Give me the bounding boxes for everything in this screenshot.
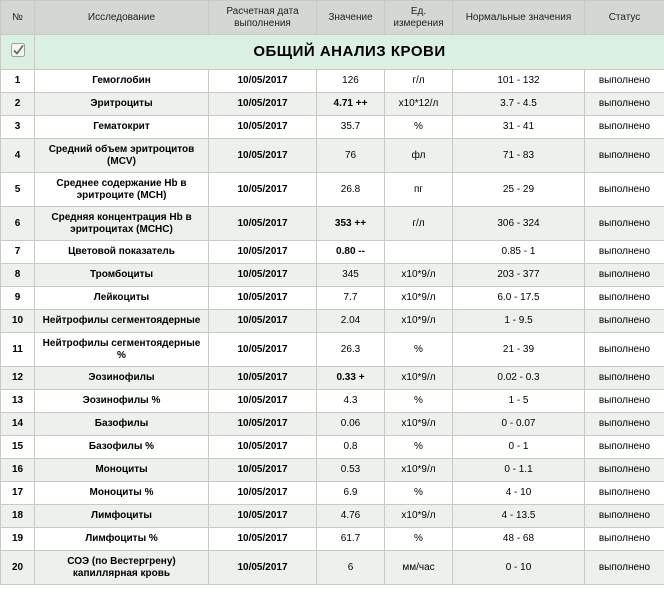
table-row [1, 116, 664, 139]
test-unit: % [385, 390, 453, 413]
test-unit: x10*9/л [385, 459, 453, 482]
test-name: Моноциты % [35, 482, 209, 505]
test-name: Лимфоциты [35, 505, 209, 528]
table-row [1, 505, 664, 528]
test-norm: 48 - 68 [453, 528, 585, 551]
row-number: 3 [1, 116, 35, 139]
test-norm: 0.85 - 1 [453, 241, 585, 264]
test-name: Моноциты [35, 459, 209, 482]
col-header-unit: Ед. измерения [385, 1, 453, 35]
table-row [1, 70, 664, 93]
row-number: 12 [1, 367, 35, 390]
test-name: Эозинофилы [35, 367, 209, 390]
test-name: СОЭ (по Вестергрену) капиллярная кровь [35, 551, 209, 585]
test-unit: x10*9/л [385, 264, 453, 287]
test-status: выполнено [585, 287, 664, 310]
test-norm: 203 - 377 [453, 264, 585, 287]
row-number: 8 [1, 264, 35, 287]
test-unit: x10*9/л [385, 413, 453, 436]
test-unit: % [385, 436, 453, 459]
test-value: 6 [317, 551, 385, 585]
test-value: 6.9 [317, 482, 385, 505]
test-norm: 101 - 132 [453, 70, 585, 93]
test-status: выполнено [585, 139, 664, 173]
test-norm: 21 - 39 [453, 333, 585, 367]
test-status: выполнено [585, 207, 664, 241]
test-norm: 6.0 - 17.5 [453, 287, 585, 310]
col-header-date: Расчетная дата выполнения [209, 1, 317, 35]
test-unit: % [385, 528, 453, 551]
table-row [1, 287, 664, 310]
test-date: 10/05/2017 [209, 264, 317, 287]
table-row [1, 482, 664, 505]
test-norm: 4 - 13.5 [453, 505, 585, 528]
section-row [1, 35, 664, 70]
test-status: выполнено [585, 528, 664, 551]
row-number: 11 [1, 333, 35, 367]
test-name: Базофилы % [35, 436, 209, 459]
test-status: выполнено [585, 390, 664, 413]
section-title: ОБЩИЙ АНАЛИЗ КРОВИ [35, 35, 664, 70]
table-row [1, 459, 664, 482]
test-date: 10/05/2017 [209, 413, 317, 436]
test-unit: x10*9/л [385, 310, 453, 333]
test-value: 2.04 [317, 310, 385, 333]
table-row [1, 264, 664, 287]
test-value: 0.06 [317, 413, 385, 436]
test-norm: 71 - 83 [453, 139, 585, 173]
test-date: 10/05/2017 [209, 528, 317, 551]
test-date: 10/05/2017 [209, 333, 317, 367]
test-date: 10/05/2017 [209, 551, 317, 585]
test-name: Средняя концентрация Hb в эритроцитах (MCHC) [35, 207, 209, 241]
test-date: 10/05/2017 [209, 505, 317, 528]
col-header-norm: Нормальные значения [453, 1, 585, 35]
test-status: выполнено [585, 93, 664, 116]
test-unit: г/л [385, 70, 453, 93]
row-number: 14 [1, 413, 35, 436]
table-row [1, 139, 664, 173]
test-value: 7.7 [317, 287, 385, 310]
test-name: Лимфоциты % [35, 528, 209, 551]
test-date: 10/05/2017 [209, 70, 317, 93]
test-value: 0.8 [317, 436, 385, 459]
test-status: выполнено [585, 436, 664, 459]
test-value: 26.3 [317, 333, 385, 367]
test-status: выполнено [585, 173, 664, 207]
test-name: Цветовой показатель [35, 241, 209, 264]
test-date: 10/05/2017 [209, 93, 317, 116]
test-value: 126 [317, 70, 385, 93]
test-value: 35.7 [317, 116, 385, 139]
test-date: 10/05/2017 [209, 310, 317, 333]
test-date: 10/05/2017 [209, 482, 317, 505]
test-unit: мм/час [385, 551, 453, 585]
row-number: 19 [1, 528, 35, 551]
test-date: 10/05/2017 [209, 436, 317, 459]
test-unit [385, 241, 453, 264]
test-norm: 31 - 41 [453, 116, 585, 139]
test-status: выполнено [585, 551, 664, 585]
test-unit: x10*9/л [385, 505, 453, 528]
test-unit: фл [385, 139, 453, 173]
row-number: 13 [1, 390, 35, 413]
test-date: 10/05/2017 [209, 116, 317, 139]
test-date: 10/05/2017 [209, 139, 317, 173]
test-name: Нейтрофилы сегментоядерные [35, 310, 209, 333]
test-value: 0.53 [317, 459, 385, 482]
test-norm: 1 - 5 [453, 390, 585, 413]
test-status: выполнено [585, 367, 664, 390]
test-unit: % [385, 116, 453, 139]
table-row [1, 93, 664, 116]
test-name: Нейтрофилы сегментоядерные % [35, 333, 209, 367]
test-value: 0.80 -- [317, 241, 385, 264]
test-date: 10/05/2017 [209, 367, 317, 390]
test-status: выполнено [585, 459, 664, 482]
test-status: выполнено [585, 264, 664, 287]
row-number: 15 [1, 436, 35, 459]
test-value: 353 ++ [317, 207, 385, 241]
row-number: 10 [1, 310, 35, 333]
table-row [1, 333, 664, 367]
row-number: 1 [1, 70, 35, 93]
test-date: 10/05/2017 [209, 287, 317, 310]
header-row [1, 1, 664, 35]
table-row [1, 390, 664, 413]
row-number: 6 [1, 207, 35, 241]
test-value: 61.7 [317, 528, 385, 551]
test-value: 345 [317, 264, 385, 287]
table-row [1, 367, 664, 390]
test-name: Лейкоциты [35, 287, 209, 310]
table-row [1, 413, 664, 436]
table-row [1, 528, 664, 551]
table-row [1, 207, 664, 241]
test-status: выполнено [585, 70, 664, 93]
col-header-value: Значение [317, 1, 385, 35]
test-name: Среднее содержание Hb в эритроците (MCH) [35, 173, 209, 207]
test-name: Эозинофилы % [35, 390, 209, 413]
section-check-cell[interactable] [1, 35, 35, 70]
row-number: 20 [1, 551, 35, 585]
test-norm: 0 - 1.1 [453, 459, 585, 482]
test-value: 4.3 [317, 390, 385, 413]
row-number: 9 [1, 287, 35, 310]
row-number: 7 [1, 241, 35, 264]
test-date: 10/05/2017 [209, 241, 317, 264]
test-status: выполнено [585, 482, 664, 505]
test-value: 76 [317, 139, 385, 173]
test-status: выполнено [585, 505, 664, 528]
test-norm: 4 - 10 [453, 482, 585, 505]
table-row [1, 241, 664, 264]
test-status: выполнено [585, 116, 664, 139]
test-unit: % [385, 482, 453, 505]
test-value: 4.71 ++ [317, 93, 385, 116]
test-date: 10/05/2017 [209, 459, 317, 482]
test-name: Эритроциты [35, 93, 209, 116]
row-number: 5 [1, 173, 35, 207]
table-row [1, 310, 664, 333]
test-name: Средний объем эритроцитов (MCV) [35, 139, 209, 173]
test-name: Базофилы [35, 413, 209, 436]
test-norm: 0 - 0.07 [453, 413, 585, 436]
test-unit: x10*9/л [385, 287, 453, 310]
row-number: 16 [1, 459, 35, 482]
test-date: 10/05/2017 [209, 207, 317, 241]
test-unit: x10*9/л [385, 367, 453, 390]
test-status: выполнено [585, 310, 664, 333]
test-unit: пг [385, 173, 453, 207]
col-header-num: № [1, 1, 35, 35]
row-number: 2 [1, 93, 35, 116]
row-number: 18 [1, 505, 35, 528]
test-value: 0.33 + [317, 367, 385, 390]
test-value: 26.8 [317, 173, 385, 207]
test-value: 4.76 [317, 505, 385, 528]
test-name: Гемоглобин [35, 70, 209, 93]
test-norm: 1 - 9.5 [453, 310, 585, 333]
test-name: Гематокрит [35, 116, 209, 139]
test-date: 10/05/2017 [209, 390, 317, 413]
table-row [1, 551, 664, 585]
checkmark-icon[interactable] [11, 43, 25, 57]
test-unit: г/л [385, 207, 453, 241]
table-row [1, 173, 664, 207]
row-number: 17 [1, 482, 35, 505]
test-status: выполнено [585, 413, 664, 436]
test-norm: 3.7 - 4.5 [453, 93, 585, 116]
test-name: Тромбоциты [35, 264, 209, 287]
test-norm: 25 - 29 [453, 173, 585, 207]
row-number: 4 [1, 139, 35, 173]
test-norm: 0 - 10 [453, 551, 585, 585]
test-norm: 0.02 - 0.3 [453, 367, 585, 390]
table-row [1, 436, 664, 459]
test-norm: 0 - 1 [453, 436, 585, 459]
col-header-test: Исследование [35, 1, 209, 35]
test-status: выполнено [585, 241, 664, 264]
test-date: 10/05/2017 [209, 173, 317, 207]
test-status: выполнено [585, 333, 664, 367]
col-header-status: Статус [585, 1, 664, 35]
test-unit: % [385, 333, 453, 367]
test-unit: x10*12/л [385, 93, 453, 116]
test-norm: 306 - 324 [453, 207, 585, 241]
